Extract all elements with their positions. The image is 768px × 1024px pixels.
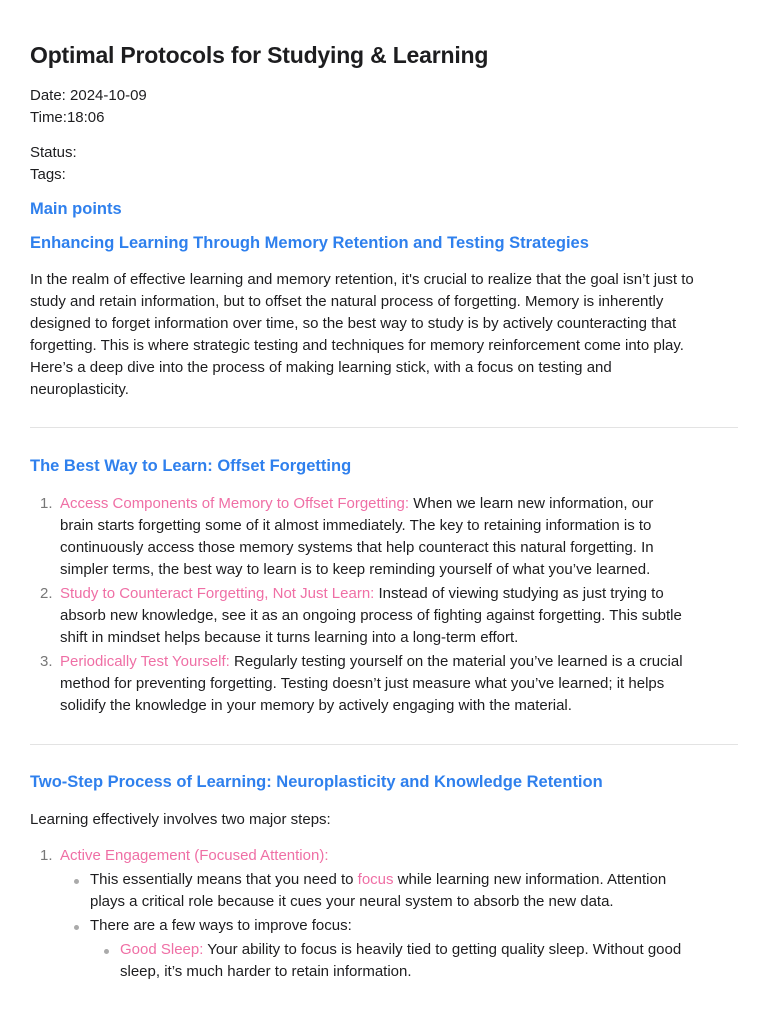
meta-status: Status: — [30, 144, 77, 161]
bullet-icon — [104, 949, 109, 954]
bullet-icon — [74, 925, 79, 930]
para-line: In the realm of effective learning and memory retention, it's crucial to realize that the goal isn’t just to — [30, 271, 694, 288]
list-number: 3. — [40, 653, 53, 670]
section2-list — [30, 493, 740, 719]
step-label: Active Engagement (Focused Attention): — [60, 847, 329, 864]
bullet-text: plays a critical role because it cues your neural system to absorb the new data. — [90, 893, 614, 910]
item-text: continuously access those memory systems that help counteract this natural forgetting. In — [60, 539, 654, 556]
item-text: absorb new knowledge, see it as an ongoing process of fighting against forgetting. This subtle — [60, 607, 682, 624]
section3-heading: Two-Step Process of Learning: Neuroplasticity and Knowledge Retention — [30, 773, 603, 791]
item-text: Instead of viewing studying as just trying to — [374, 585, 664, 602]
meta-time: Time:18:06 — [30, 109, 105, 126]
meta-tags: Tags: — [30, 166, 66, 183]
section1-paragraph — [30, 269, 740, 401]
list-number: 1. — [40, 495, 53, 512]
bullet-text: while learning new information. Attention — [393, 871, 667, 888]
section3-intro: Learning effectively involves two major steps: — [30, 811, 331, 828]
item-label: Access Components of Memory to Offset Forgetting: — [60, 495, 410, 512]
divider — [30, 427, 738, 428]
sub-bullet-item — [90, 939, 740, 983]
para-line: neuroplasticity. — [30, 381, 129, 398]
section2-heading: The Best Way to Learn: Offset Forgetting — [30, 457, 352, 475]
para-line: designed to forget information over time, so the best way to study is by actively counteracting that — [30, 315, 677, 332]
section1-heading: Enhancing Learning Through Memory Retention and Testing Strategies — [30, 234, 589, 252]
meta-date: Date: 2024-10-09 — [30, 87, 147, 104]
item-label: Periodically Test Yourself: — [60, 653, 230, 670]
item-text: Regularly testing yourself on the material you’ve learned is a crucial — [229, 653, 683, 670]
main-points-heading: Main points — [30, 200, 122, 218]
para-line: forgetting. This is where strategic testing and techniques for memory reinforcement come into play. — [30, 337, 684, 354]
meta-block — [30, 85, 147, 129]
bullet-item — [60, 915, 740, 983]
sub-bullet-list — [90, 939, 740, 983]
highlight-focus: focus — [357, 871, 394, 888]
bullet-text: sleep, it’s much harder to retain information. — [120, 963, 412, 980]
bullet-list — [60, 869, 740, 983]
bullet-item — [60, 869, 740, 913]
list-number: 2. — [40, 585, 53, 602]
page-title: Optimal Protocols for Studying & Learning — [30, 42, 489, 68]
bullet-text: There are a few ways to improve focus: — [90, 917, 352, 934]
item-text: method for preventing forgetting. Testing doesn’t just measure what you’ve learned; it helps — [60, 675, 665, 692]
divider — [30, 744, 738, 745]
item-label: Study to Counteract Forgetting, Not Just Learn: — [60, 585, 375, 602]
list-item — [30, 845, 740, 983]
para-line: study and retain information, but to offset the natural process of forgetting. Memory is inherently — [30, 293, 664, 310]
list-item — [30, 583, 740, 649]
bullet-text: This essentially means that you need to — [90, 871, 358, 888]
item-label: Good Sleep: — [120, 941, 204, 958]
item-text: simpler terms, the best way to learn is to keep reminding yourself of what you’ve learned. — [60, 561, 651, 578]
bullet-icon — [74, 879, 79, 884]
item-text: shift in mindset helps because it turns learning into a long-term effort. — [60, 629, 519, 646]
item-text: brain starts forgetting some of it almost immediately. The key to retaining information is to — [60, 517, 652, 534]
bullet-text: Your ability to focus is heavily tied to getting quality sleep. Without good — [203, 941, 682, 958]
list-item — [30, 651, 740, 717]
list-item — [30, 493, 740, 581]
item-text: solidify the knowledge in your memory by actively engaging with the material. — [60, 697, 572, 714]
para-line: Here’s a deep dive into the process of making learning stick, with a focus on testing and — [30, 359, 612, 376]
item-text: When we learn new information, our — [409, 495, 654, 512]
meta-block-2 — [30, 142, 77, 186]
list-number: 1. — [40, 847, 53, 864]
section3-list — [30, 845, 740, 985]
